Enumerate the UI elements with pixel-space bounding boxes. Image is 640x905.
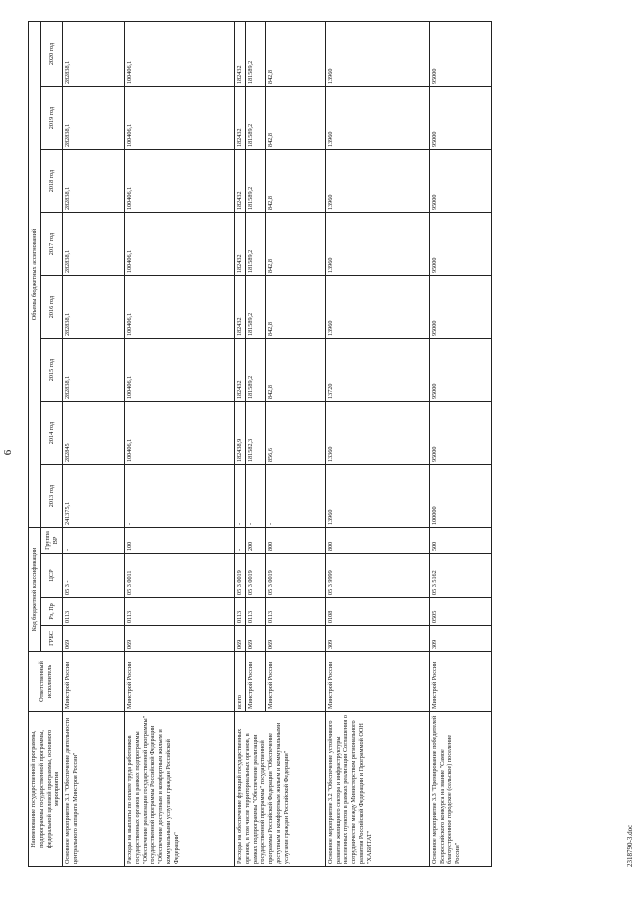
header-year: 2015 год <box>41 339 63 402</box>
value-cell: 13960 <box>325 150 429 213</box>
code-cell: 05 3 9999 <box>325 554 429 598</box>
code-cell: 05 3 0019 <box>265 554 325 598</box>
row-executor: Минстрой России <box>245 652 265 712</box>
header-csr: ЦСР <box>41 554 63 598</box>
value-cell: 13720 <box>325 339 429 402</box>
code-cell: 800 <box>325 528 429 554</box>
row-executor: Минстрой России <box>429 652 491 712</box>
document-reference: 2318790-3.doc <box>626 824 634 867</box>
value-cell: 13960 <box>325 213 429 276</box>
code-cell: 500 <box>429 528 491 554</box>
code-cell: 069 <box>245 626 265 652</box>
header-year: 2017 год <box>41 213 63 276</box>
code-cell: 0113 <box>265 598 325 626</box>
code-cell: 05 3 0019 <box>245 554 265 598</box>
code-cell: - <box>63 528 125 554</box>
code-cell: 0113 <box>63 598 125 626</box>
value-cell: 100406,1 <box>125 276 235 339</box>
value-cell: 182432 <box>235 21 246 86</box>
value-cell: 842,8 <box>265 21 325 86</box>
header-year: 2020 год <box>41 21 63 86</box>
header-code-group: Код бюджетной классификации <box>29 528 41 652</box>
code-cell: - <box>235 528 246 554</box>
row-name: Расходы на обеспечение функций государственных органов, в том числе территориальных органов, в рамках подпрограммы "Обеспечение реализации государственной программы" государственной программы Российской Федерации "Обеспечение доступным и комфортным жильем и коммунальными услугами граждан Российской Федерации" <box>235 712 326 867</box>
value-cell: 182432 <box>235 276 246 339</box>
row-executor: Минстрой России <box>265 652 325 712</box>
header-grbs: ГРБС <box>41 626 63 652</box>
value-cell: 181589,2 <box>245 276 265 339</box>
code-cell: 800 <box>265 528 325 554</box>
header-year: 2014 год <box>41 402 63 465</box>
row-name: Основное мероприятие 3.3 "Премирование победителей Всероссийского конкурса на звание "Самое благоустроенное городское (сельское) поселение России" <box>429 712 491 867</box>
row-executor: Минстрой России <box>125 652 235 712</box>
value-cell: 95000 <box>429 87 491 150</box>
value-cell: 282838,1 <box>63 276 125 339</box>
header-name: Наименование государственной программы, подпрограммы государственной программы, федеральной целевой программы, основного мероприятия <box>29 712 63 867</box>
table-row <box>235 21 246 866</box>
value-cell: 182432 <box>235 150 246 213</box>
header-vr: Группа ВР <box>41 528 63 554</box>
header-year: 2016 год <box>41 276 63 339</box>
table-row <box>125 21 235 866</box>
code-cell: 200 <box>245 528 265 554</box>
table-row <box>429 21 491 866</box>
row-executor: Минстрой России <box>63 652 125 712</box>
row-name: Основное мероприятие 3.2 "Обеспечение устойчивого развития жилищного сектора и инфраструктуры населенных пунктов в рамках реализации Соглашения о сотрудничестве между Министерством регионального развития Российской Федерации и Программой ООН "ХАБИТАТ" <box>325 712 429 867</box>
code-cell: 0113 <box>125 598 235 626</box>
header-year: 2018 год <box>41 150 63 213</box>
value-cell: 282838,1 <box>63 87 125 150</box>
budget-table <box>28 21 492 867</box>
value-cell: 95000 <box>429 402 491 465</box>
value-cell: 13360 <box>325 402 429 465</box>
value-cell: 182432 <box>235 339 246 402</box>
value-cell: 95000 <box>429 339 491 402</box>
code-cell: 0113 <box>245 598 265 626</box>
value-cell: 13960 <box>325 276 429 339</box>
value-cell: 241375,1 <box>63 465 125 528</box>
row-name: Расходы на выплаты по оплате труда работников государственных органов в рамках подпрограммы "Обеспечение реализации государственной программы" государственной программы Российской Федерации "Обеспечение доступным и комфортным жильем и коммунальными услугами граждан Российской Федерации" <box>125 712 235 867</box>
code-cell: 05 3 0011 <box>125 554 235 598</box>
value-cell: 842,8 <box>265 87 325 150</box>
value-cell: - <box>235 465 246 528</box>
row-name: Основное мероприятие 3.1 "Обеспечение деятельности центрального аппарата Минстроя России" <box>63 712 125 867</box>
value-cell: 842,8 <box>265 276 325 339</box>
header-rz-pr: Рз, Пр <box>41 598 63 626</box>
value-cell: 282838,1 <box>63 150 125 213</box>
value-cell: 282838,1 <box>63 21 125 86</box>
code-cell: 069 <box>235 626 246 652</box>
header-year: 2019 год <box>41 87 63 150</box>
value-cell: 100406,1 <box>125 87 235 150</box>
value-cell: 842,8 <box>265 339 325 402</box>
code-cell: 05 3 - <box>63 554 125 598</box>
value-cell: 842,8 <box>265 213 325 276</box>
code-cell: 100 <box>125 528 235 554</box>
value-cell: 95000 <box>429 150 491 213</box>
value-cell: 282838,1 <box>63 213 125 276</box>
header-volume-group: Объемы бюджетных ассигнований <box>29 21 41 527</box>
value-cell: - <box>125 465 235 528</box>
code-cell: 309 <box>325 626 429 652</box>
value-cell: 13960 <box>325 21 429 86</box>
value-cell: 842,8 <box>265 150 325 213</box>
header-executor: Ответственный исполнитель <box>29 652 63 712</box>
value-cell: 181582,3 <box>245 402 265 465</box>
value-cell: 95000 <box>429 21 491 86</box>
code-cell: 05 3 0019 <box>235 554 246 598</box>
code-cell: 069 <box>63 626 125 652</box>
value-cell: 100406,1 <box>125 402 235 465</box>
row-executor: всего <box>235 652 246 712</box>
code-cell: 0108 <box>325 598 429 626</box>
code-cell: 0113 <box>235 598 246 626</box>
code-cell: 0505 <box>429 598 491 626</box>
code-cell: 069 <box>265 626 325 652</box>
header-year: 2013 год <box>41 465 63 528</box>
row-executor: Минстрой России <box>325 652 429 712</box>
code-cell: 069 <box>125 626 235 652</box>
value-cell: 182432 <box>235 213 246 276</box>
value-cell: - <box>245 465 265 528</box>
value-cell: 182432 <box>235 87 246 150</box>
value-cell: 856,6 <box>265 402 325 465</box>
code-cell: 05 3 5162 <box>429 554 491 598</box>
page-number: 6 <box>2 449 14 456</box>
value-cell: - <box>265 465 325 528</box>
value-cell: 182438,9 <box>235 402 246 465</box>
value-cell: 181589,2 <box>245 339 265 402</box>
value-cell: 181589,2 <box>245 87 265 150</box>
code-cell: 309 <box>429 626 491 652</box>
value-cell: 181589,2 <box>245 21 265 86</box>
value-cell: 100406,1 <box>125 339 235 402</box>
value-cell: 100000 <box>429 465 491 528</box>
value-cell: 13960 <box>325 465 429 528</box>
value-cell: 181589,2 <box>245 150 265 213</box>
value-cell: 95000 <box>429 276 491 339</box>
value-cell: 95000 <box>429 213 491 276</box>
value-cell: 282845 <box>63 402 125 465</box>
value-cell: 100406,1 <box>125 150 235 213</box>
value-cell: 181589,2 <box>245 213 265 276</box>
table-row <box>325 21 429 866</box>
value-cell: 13960 <box>325 87 429 150</box>
value-cell: 100406,1 <box>125 21 235 86</box>
value-cell: 282838,1 <box>63 339 125 402</box>
table-row <box>63 21 125 866</box>
value-cell: 100406,1 <box>125 213 235 276</box>
